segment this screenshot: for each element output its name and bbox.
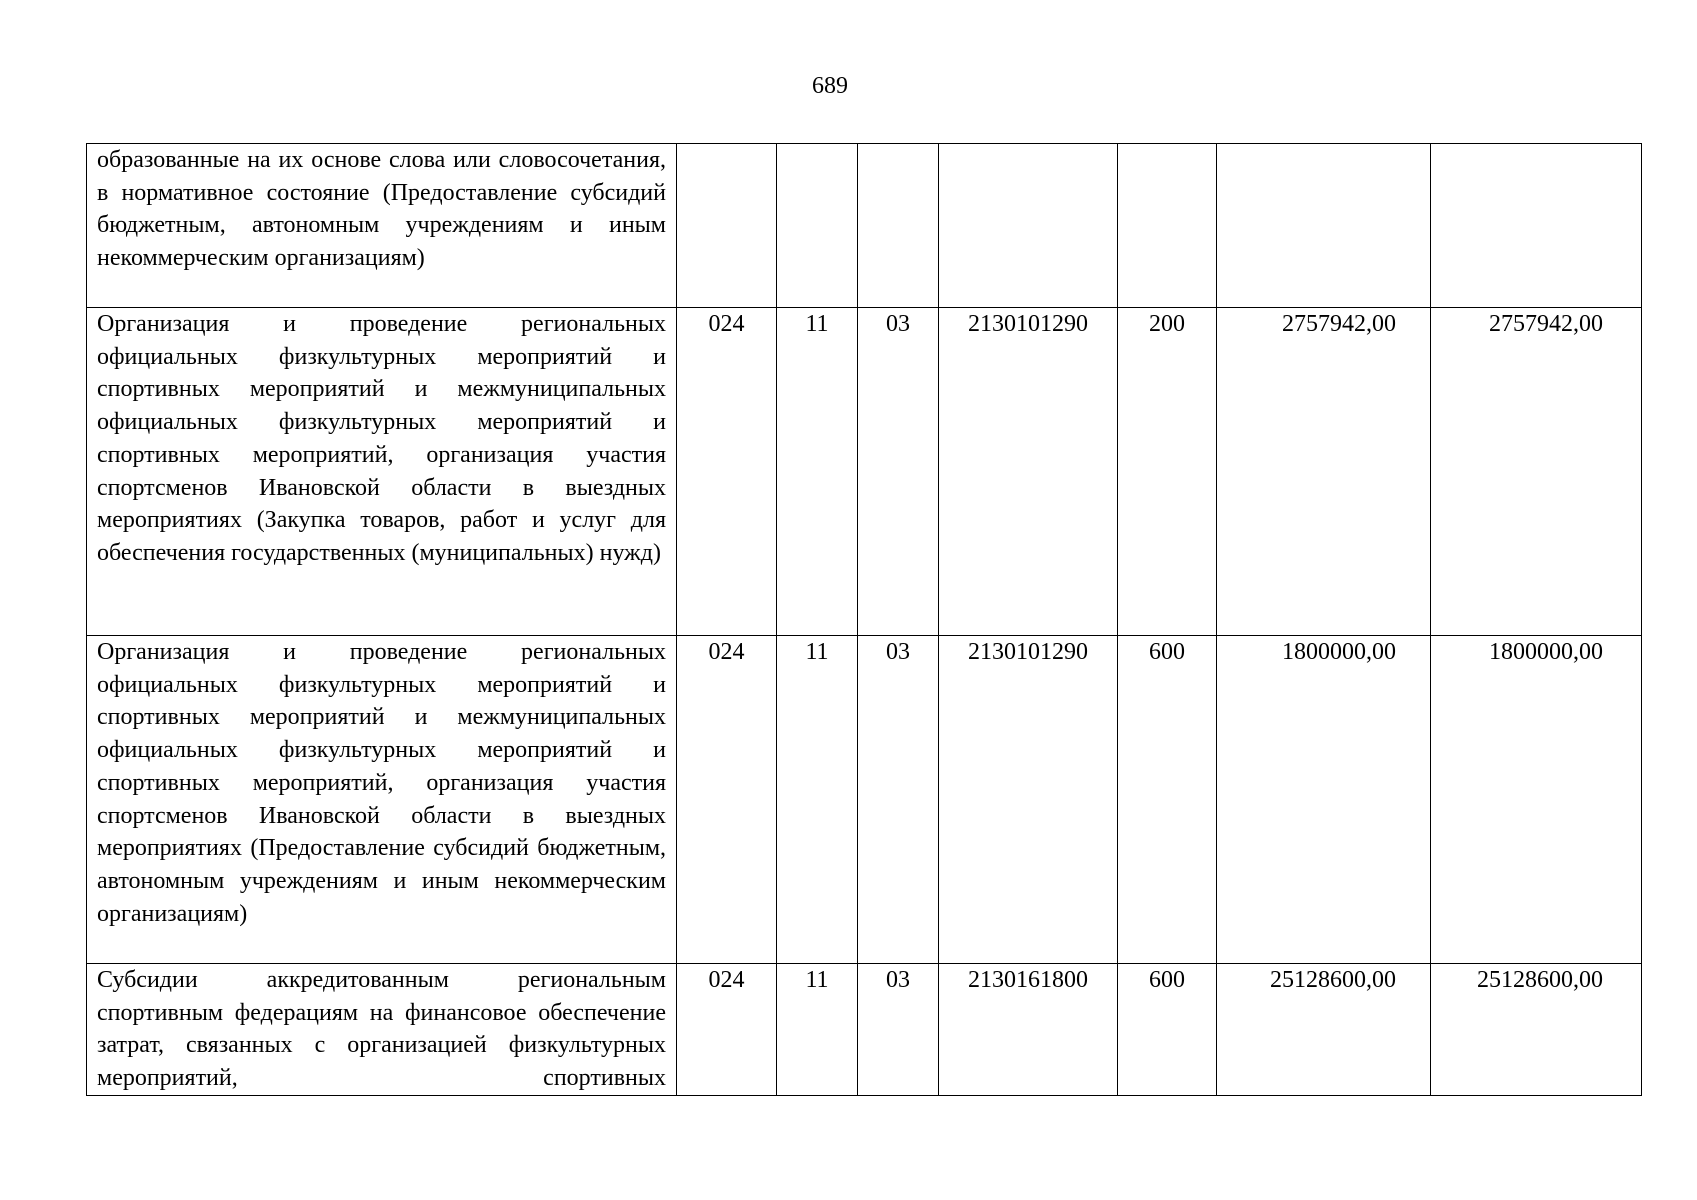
section-code xyxy=(777,144,858,308)
target-article-code: 2130101290 xyxy=(939,636,1118,964)
row-description: Организация и проведение региональных официальных физкультурных мероприятий и спортивных мероприятий и межмуниципальных официальных физкультурных мероприятий и спортивных мероприятий, организация участия спортсменов Ивановской области в выездных мероприятиях (Закупка товаров, работ и услуг для обеспечения государственных (муниципальных) нужд) xyxy=(87,308,677,636)
table-row xyxy=(87,308,1642,636)
sum-year-1 xyxy=(1217,144,1431,308)
section-code: 11 xyxy=(777,964,858,1096)
sum-year-1: 1800000,00 xyxy=(1217,636,1431,964)
subsection-code: 03 xyxy=(858,964,939,1096)
ministry-code: 024 xyxy=(677,964,777,1096)
table-row xyxy=(87,636,1642,964)
expense-type-code: 600 xyxy=(1118,636,1217,964)
sum-year-1: 25128600,00 xyxy=(1217,964,1431,1096)
subsection-code: 03 xyxy=(858,636,939,964)
target-article-code: 2130101290 xyxy=(939,308,1118,636)
row-description: образованные на их основе слова или словосочетания, в нормативное состояние (Предоставление субсидий бюджетным, автономным учреждениям и иным некоммерческим организациям) xyxy=(87,144,677,308)
expense-type-code xyxy=(1118,144,1217,308)
section-code: 11 xyxy=(777,308,858,636)
sum-year-2: 1800000,00 xyxy=(1431,636,1642,964)
target-article-code xyxy=(939,144,1118,308)
expense-type-code: 200 xyxy=(1118,308,1217,636)
page-number: 689 xyxy=(812,73,848,99)
sum-year-2 xyxy=(1431,144,1642,308)
sum-year-2: 2757942,00 xyxy=(1431,308,1642,636)
subsection-code xyxy=(858,144,939,308)
section-code: 11 xyxy=(777,636,858,964)
table-row xyxy=(87,964,1642,1096)
row-description: Организация и проведение региональных официальных физкультурных мероприятий и спортивных мероприятий и межмуниципальных официальных физкультурных мероприятий и спортивных мероприятий, организация участия спортсменов Ивановской области в выездных мероприятиях (Предоставление субсидий бюджетным, автономным учреждениям и иным некоммерческим организациям) xyxy=(87,636,677,964)
table-row xyxy=(87,144,1642,308)
sum-year-2: 25128600,00 xyxy=(1431,964,1642,1096)
ministry-code: 024 xyxy=(677,636,777,964)
target-article-code: 2130161800 xyxy=(939,964,1118,1096)
row-description: Субсидии аккредитованным региональным спортивным федерациям на финансовое обеспечение затрат, связанных с организацией физкультурных мероприятий, спортивных xyxy=(87,964,677,1096)
subsection-code: 03 xyxy=(858,308,939,636)
budget-table xyxy=(86,143,1642,1096)
ministry-code: 024 xyxy=(677,308,777,636)
expense-type-code: 600 xyxy=(1118,964,1217,1096)
ministry-code xyxy=(677,144,777,308)
sum-year-1: 2757942,00 xyxy=(1217,308,1431,636)
